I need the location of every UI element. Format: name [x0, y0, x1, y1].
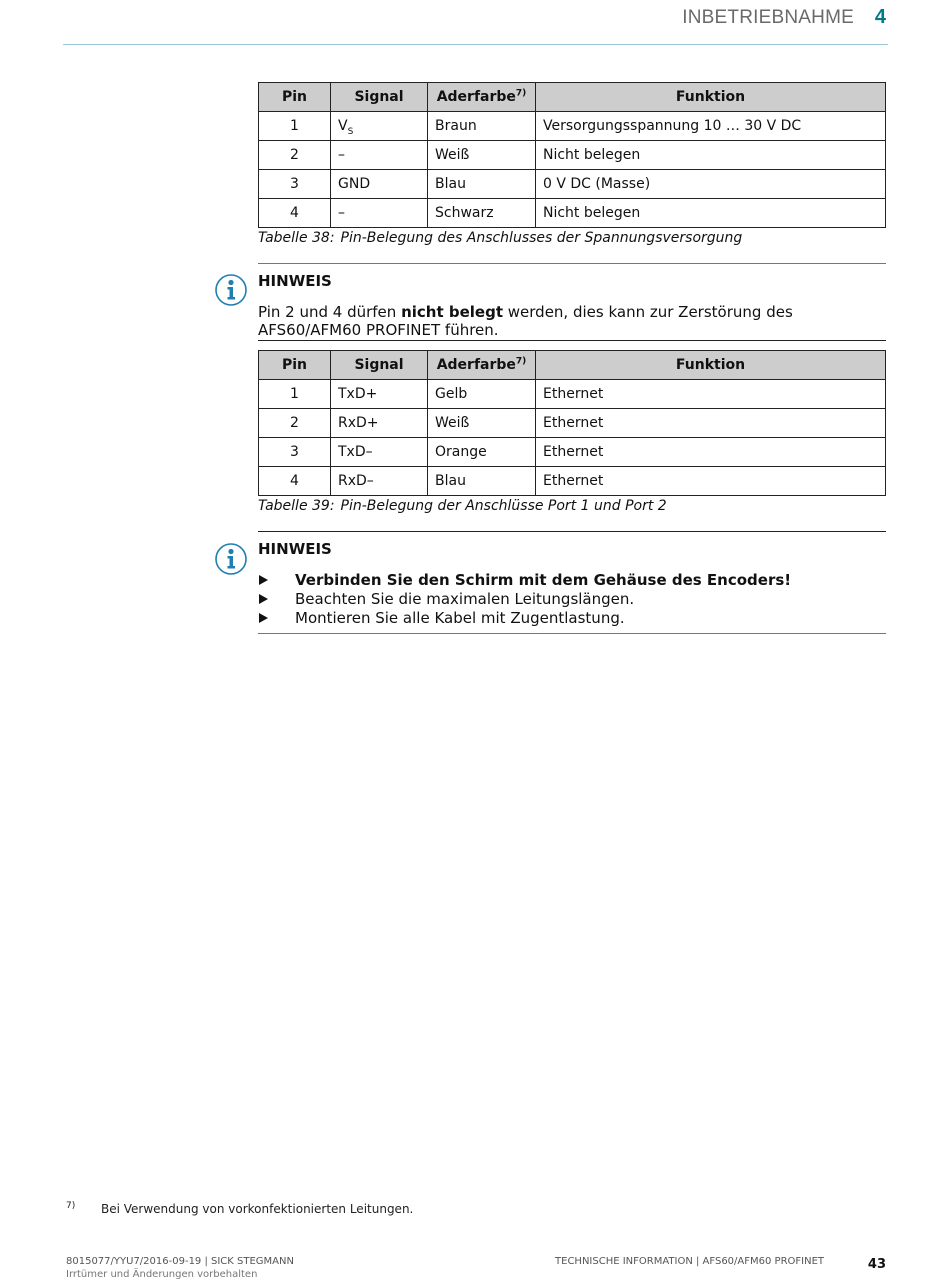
cell-function: Nicht belegen	[536, 199, 886, 228]
footnote-mark: 7)	[66, 1201, 76, 1211]
note-bottom-rule	[258, 633, 886, 634]
pin-table-ports	[258, 350, 886, 496]
cell-signal: RxD+	[331, 409, 428, 438]
cell-pin: 3	[259, 438, 331, 467]
cell-function: Nicht belegen	[536, 141, 886, 170]
list-item	[258, 571, 791, 590]
list-item	[258, 609, 791, 628]
cell-signal: TxD+	[331, 380, 428, 409]
cell-wire-color: Schwarz	[428, 199, 536, 228]
header-wire-color	[428, 351, 536, 380]
bullet-triangle-icon	[259, 594, 268, 604]
list-item-text: Beachten Sie die maximalen Leitungslängen.	[295, 590, 635, 608]
note-text	[258, 303, 878, 339]
header-wire-color	[428, 83, 536, 112]
list-item	[258, 590, 791, 609]
cell-function: Ethernet	[536, 380, 886, 409]
bullet-triangle-icon	[259, 575, 268, 585]
header-pin: Pin	[259, 83, 331, 112]
note-top-rule	[258, 263, 886, 264]
caption-label: Tabelle 39:	[258, 498, 335, 514]
cell-function: Versorgungsspannung 10 … 30 V DC	[536, 112, 886, 141]
bullet-triangle-icon	[259, 613, 268, 623]
cell-wire-color: Weiß	[428, 141, 536, 170]
note-top-rule	[258, 531, 886, 532]
note-title: HINWEIS	[258, 272, 332, 290]
caption-text: Pin-Belegung der Anschlüsse Port 1 und Port 2	[340, 498, 667, 514]
cell-wire-color: Gelb	[428, 380, 536, 409]
footer-doc-id: 8015077/YYU7/2016-09-19 | SICK STEGMANN	[66, 1256, 294, 1267]
caption-text: Pin-Belegung des Anschlusses der Spannungsversorgung	[340, 230, 743, 246]
table-header-row	[259, 351, 886, 380]
table-row	[259, 170, 886, 199]
cell-wire-color: Blau	[428, 170, 536, 199]
note-bottom-rule	[258, 340, 886, 341]
note-text-part: werden, dies kann zur Zerstörung des AFS60/AFM60 PROFINET führen.	[258, 303, 793, 339]
list-item-text: Montieren Sie alle Kabel mit Zugentlastung.	[295, 609, 625, 627]
cell-wire-color: Weiß	[428, 409, 536, 438]
table-row	[259, 438, 886, 467]
cell-function: Ethernet	[536, 467, 886, 496]
list-item-text: Verbinden Sie den Schirm mit dem Gehäuse des Encoders!	[295, 571, 792, 589]
header-pin: Pin	[259, 351, 331, 380]
cell-function: Ethernet	[536, 409, 886, 438]
footer-disclaimer: Irrtümer und Änderungen vorbehalten	[66, 1269, 258, 1280]
cell-pin: 3	[259, 170, 331, 199]
cell-pin: 1	[259, 380, 331, 409]
cell-pin: 2	[259, 141, 331, 170]
cell-signal: –	[331, 199, 428, 228]
signal-text: V	[338, 118, 348, 134]
header-rule	[63, 44, 888, 45]
cell-signal	[331, 112, 428, 141]
cell-signal: –	[331, 141, 428, 170]
note-bullet-list	[258, 571, 791, 628]
cell-wire-color: Orange	[428, 438, 536, 467]
cell-pin: 4	[259, 467, 331, 496]
header-wire-color-label: Aderfarbe	[436, 89, 516, 105]
caption-label: Tabelle 38:	[258, 230, 335, 246]
cell-pin: 1	[259, 112, 331, 141]
header-signal: Signal	[331, 351, 428, 380]
table-caption	[258, 230, 742, 246]
table-row	[259, 199, 886, 228]
page-number: 43	[867, 1257, 886, 1272]
footnote-ref: 7)	[515, 356, 527, 367]
pin-table-power	[258, 82, 886, 228]
note-title: HINWEIS	[258, 540, 332, 558]
chapter-title: INBETRIEBNAHME	[682, 7, 854, 28]
cell-signal: RxD–	[331, 467, 428, 496]
info-icon	[215, 543, 247, 575]
cell-wire-color: Blau	[428, 467, 536, 496]
table-row	[259, 112, 886, 141]
info-icon	[215, 274, 247, 306]
note-text-part: Pin 2 und 4 dürfen	[258, 303, 402, 321]
table-row	[259, 409, 886, 438]
cell-wire-color: Braun	[428, 112, 536, 141]
table-row	[259, 380, 886, 409]
footnote-text: Bei Verwendung von vorkonfektionierten Leitungen.	[101, 1202, 414, 1216]
signal-subscript: S	[347, 126, 354, 137]
table-caption	[258, 498, 667, 514]
note-text-emphasis: nicht belegt	[401, 303, 503, 321]
cell-function: 0 V DC (Masse)	[536, 170, 886, 199]
cell-pin: 2	[259, 409, 331, 438]
header-wire-color-label: Aderfarbe	[436, 357, 516, 373]
chapter-number: 4	[874, 6, 886, 28]
table-row	[259, 141, 886, 170]
header-signal: Signal	[331, 83, 428, 112]
header-function: Funktion	[536, 351, 886, 380]
header-function: Funktion	[536, 83, 886, 112]
cell-signal: TxD–	[331, 438, 428, 467]
table-row	[259, 467, 886, 496]
footer-doc-title: TECHNISCHE INFORMATION | AFS60/AFM60 PROFINET	[555, 1256, 824, 1267]
table-header-row	[259, 83, 886, 112]
footnote-ref: 7)	[515, 88, 527, 99]
cell-signal: GND	[331, 170, 428, 199]
cell-pin: 4	[259, 199, 331, 228]
cell-function: Ethernet	[536, 438, 886, 467]
